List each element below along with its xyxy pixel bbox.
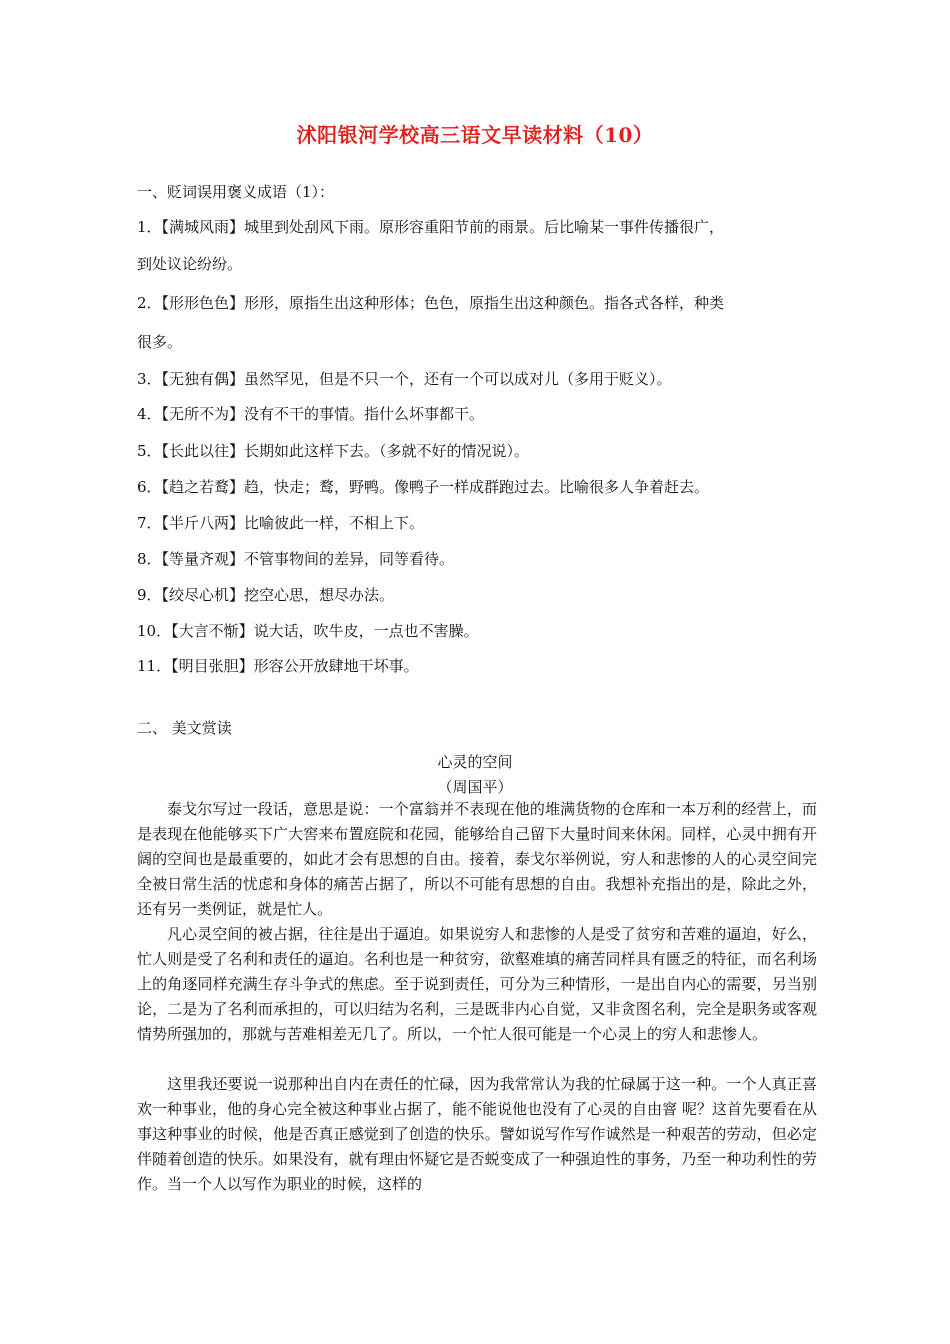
section1-heading: 一、贬词误用褒义成语（1）： (137, 183, 335, 201)
list-item: 到处议论纷纷。 (137, 255, 243, 273)
list-item: 6．【趋之若鹜】趋，快走；鹜，野鸭。像鸭子一样成群跑过去。比喻很多人争着赶去。 (137, 478, 710, 496)
list-item: 3．【无独有偶】虽然罕见，但是不只一个，还有一个可以成对儿（多用于贬义）。 (137, 370, 672, 388)
article-paragraph: 这里我还要说一说那种出自内在责任的忙碌，因为我常常认为我的忙碌属于这一种。一个人真正喜欢一种事业，他的身心完全被这种事业占据了，能不能说他也没有了心灵的自由窨 呢？这首先要看在从事这种事业的时候，他是否真正感觉到了创造的快乐。譬如说写作写作诚然是一种艰苦的劳动，但必定伴随着创造的快乐。如果没有，就有理由怀疑它是否蜕变成了一种强迫性的事务，乃至一种功利性的劳作。当一个人以写作为职业的时候，这样的 (137, 1075, 817, 1193)
list-item: 5．【长此以往】长期如此这样下去。（多就不好的情况说）。 (137, 442, 530, 460)
article-author: （周国平） (437, 778, 513, 796)
list-item: 10．【大言不惭】说大话，吹牛皮，一点也不害臊。 (137, 622, 479, 640)
section2-heading: 二、 美文赏读 (137, 719, 232, 737)
list-item: 9．【绞尽心机】挖空心思，想尽办法。 (137, 586, 395, 604)
list-item: 很多。 (137, 333, 183, 351)
list-item: 4．【无所不为】没有不干的事情。指什么坏事都干。 (137, 405, 485, 423)
page-title: 沭阳银河学校高三语文早读材料（10） (296, 123, 654, 147)
article-paragraph: 泰戈尔写过一段话，意思是说：一个富翁并不表现在他的堆满货物的仓库和一本万利的经营上，而是表现在他能够买下广大窖来布置庭院和花园，能够给自己留下大量时间来休闲。同样，心灵中拥有开阔的空间也是最重要的，如此才会有思想的自由。接着，泰戈尔举例说，穷人和悲惨的人的心灵空间完全被日常生活的忧虑和身体的痛苦占据了，所以不可能有思想的自由。我想补充指出的是，除此之外，还有另一类例证，就是忙人。 (137, 800, 817, 918)
list-item: 7．【半斤八两】比喻彼此一样，不相上下。 (137, 514, 425, 532)
list-item: 8．【等量齐观】不管事物间的差异，同等看待。 (137, 550, 455, 568)
list-item: 11．【明目张胆】形容公开放肆地干坏事。 (137, 657, 419, 675)
article-paragraph: 凡心灵空间的被占据，往往是出于逼迫。如果说穷人和悲惨的人是受了贫穷和苦难的逼迫，好么，忙人则是受了名利和责任的逼迫。名利也是一种贫穷，欲壑难填的痛苦同样具有匮乏的特征，而名利场上的角逐同样充满生存斗争式的焦虑。至于说到责任，可分为三种情形，一是出自内心的需要，另当别论，二是为了名利而承担的，可以归结为名利，三是既非内心自觉，又非贪图名利，完全是职务或客观情势所强加的，那就与苦难相差无几了。所以，一个忙人很可能是一个心灵上的穷人和悲惨人。 (137, 925, 817, 1043)
list-item: 2．【形形色色】形形，原指生出这种形体；色色，原指生出这种颜色。指各式各样，种类 (137, 294, 725, 312)
list-item: 1．【满城风雨】城里到处刮风下雨。原形容重阳节前的雨景。后比喻某一事件传播很广， (137, 218, 725, 236)
article-title: 心灵的空间 (437, 753, 513, 771)
